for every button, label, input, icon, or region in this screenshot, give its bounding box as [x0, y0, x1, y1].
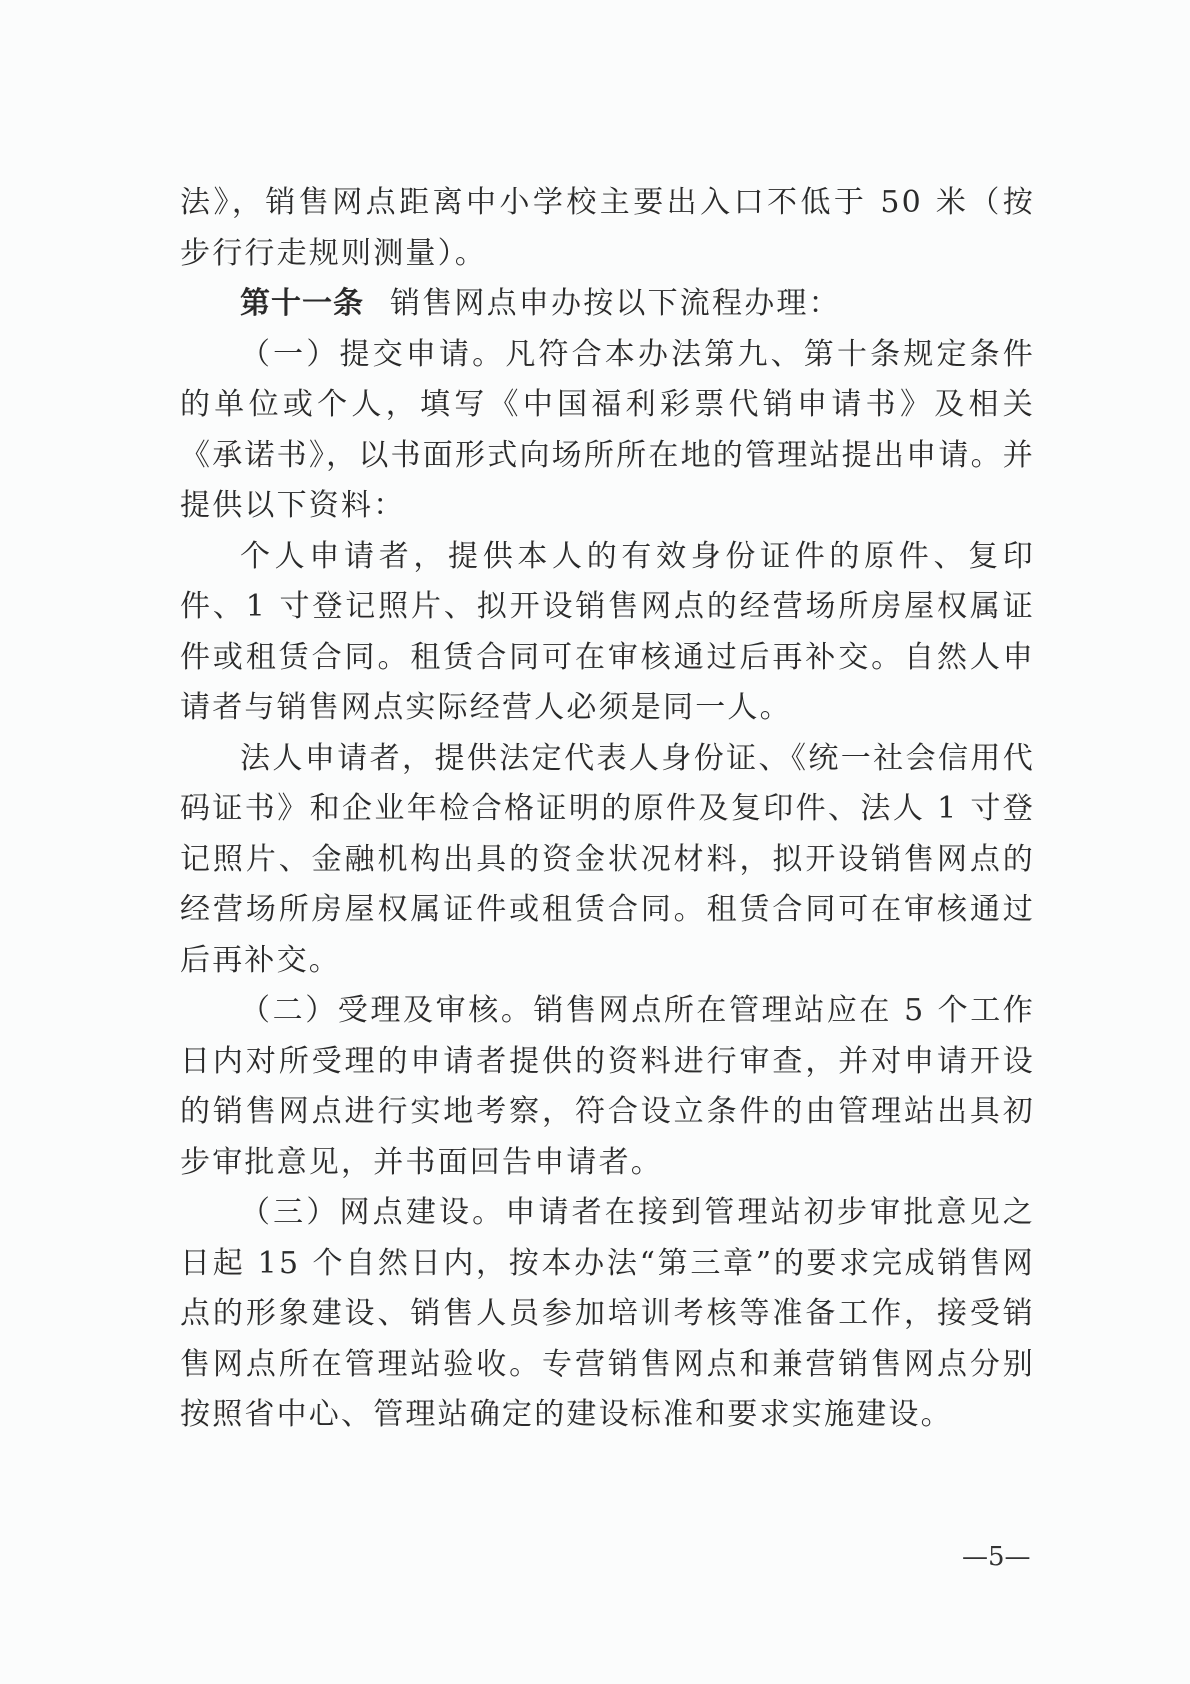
paragraph-individual-applicant: 个人申请者，提供本人的有效身份证件的原件、复印件、1 寸登记照片、拟开设销售网点的经营场所房屋权属证件或租赁合同。租赁合同可在审核通过后再补交。自然人申请者与销售网点实际经营人必须是同一人。 [180, 538, 1035, 725]
paragraph-continuation: 法》，销售网点距离中小学校主要出入口不低于 50 米（按步行行走规则测量）。 [180, 185, 1035, 271]
article-11-text: 销售网点申办按以下流程办理： [390, 286, 841, 321]
page-number: —5— [962, 1542, 1031, 1572]
paragraph-acceptance-review: （二）受理及审核。销售网点所在管理站应在 5 个工作日内对所受理的申请者提供的资料进行审查，并对申请开设的销售网点进行实地考察，符合设立条件的由管理站出具初步审批意见，并书面回告申请者。 [180, 993, 1035, 1180]
article-11-paragraph [180, 279, 1035, 330]
body-text [180, 178, 1035, 1441]
paragraph-legal-entity-applicant: 法人申请者，提供法定代表人身份证、《统一社会信用代码证书》和企业年检合格证明的原件及复印件、法人 1 寸登记照片、金融机构出具的资金状况材料，拟开设销售网点的经营场所房屋权属证件或租赁合同。租赁合同可在审核通过后再补交。 [180, 740, 1035, 978]
paragraph-submit-application: （一）提交申请。凡符合本办法第九、第十条规定条件的单位或个人，填写《中国福利彩票代销申请书》及相关《承诺书》，以书面形式向场所所在地的管理站提出申请。并提供以下资料： [180, 336, 1035, 523]
paragraph-outlet-construction: （三）网点建设。申请者在接到管理站初步审批意见之日起 15 个自然日内，按本办法“第三章”的要求完成销售网点的形象建设、销售人员参加培训考核等准备工作，接受销售网点所在管理站验收。专营销售网点和兼营销售网点分别按照省中心、管理站确定的建设标准和要求实施建设。 [180, 1195, 1035, 1432]
article-heading: 第十一条 [240, 286, 364, 321]
